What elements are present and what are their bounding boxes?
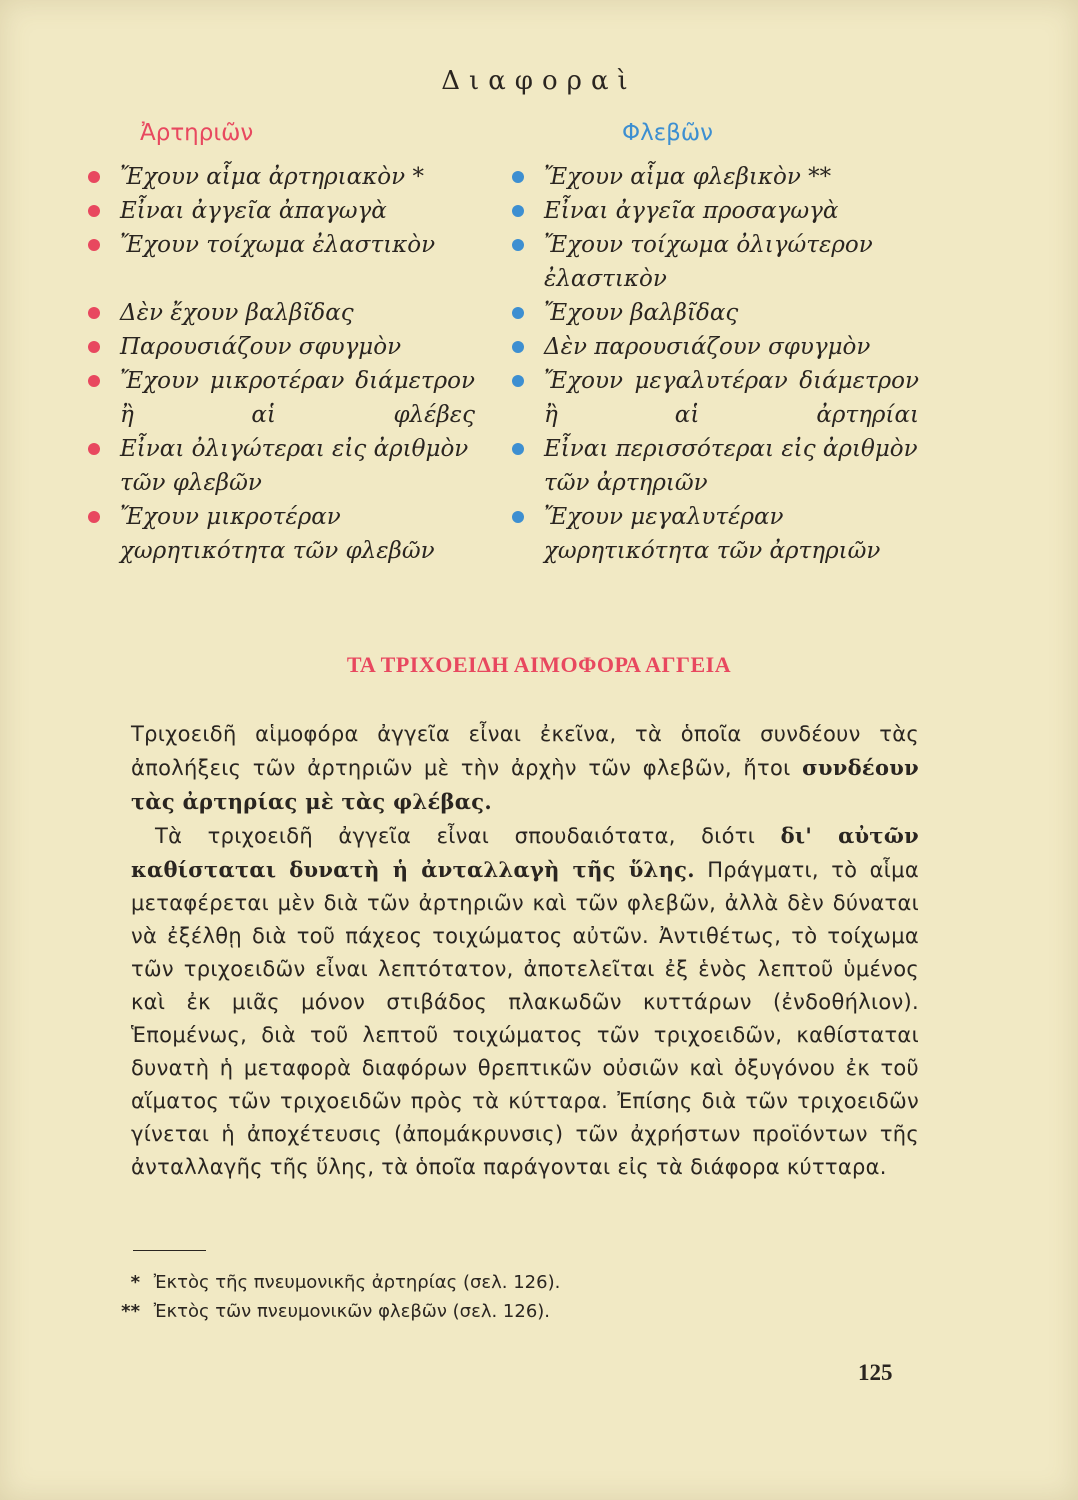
veins-item: Ἔχουν τοίχωμα ὀλιγώτερον ἐλαστικὸν (512, 228, 919, 296)
footnote-text: Ἐκτὸς τῶν πνευμονικῶν φλεβῶν (σελ. 126). (153, 1301, 551, 1322)
veins-item: Ἔχουν μεγαλυτέραν διάμετρον ἢ αἱ ἀρτηρίαι (512, 364, 919, 432)
veins-column (512, 120, 932, 568)
section-title: ΤΑ ΤΡΙΧΟΕΙΔΗ ΑΙΜΟΦΟΡΑ ΑΓΓΕΙΑ (346, 652, 732, 677)
bullet-icon (88, 341, 100, 353)
veins-item: Ἔχουν αἷμα φλεβικὸν ** (512, 160, 932, 194)
footnote-mark: * (130, 1272, 140, 1293)
footnote-mark: ** (121, 1301, 140, 1322)
arteries-item: Ἔχουν αἷμα ἀρτηριακὸν * (88, 160, 498, 194)
bullet-icon (512, 307, 524, 319)
bullet-icon (512, 171, 524, 183)
bullet-icon (512, 205, 524, 217)
bullet-icon (512, 511, 524, 523)
body-text (131, 718, 919, 1184)
veins-heading: Φλεβῶν (622, 120, 713, 146)
arteries-item: Ἔχουν μικροτέραν χωρητικότητα τῶν φλεβῶν (88, 500, 475, 568)
footnote (108, 1268, 808, 1297)
veins-item: Ἔχουν βαλβῖδας (512, 296, 932, 330)
bullet-icon (512, 239, 524, 251)
bullet-icon (512, 341, 524, 353)
paragraph: Τριχοειδῆ αἱμοφόρα ἀγγεῖα εἶναι ἐκεῖνα, τὰ ὁποῖα συνδέουν τὰς ἀπολήξεις τῶν ἀρτηριῶν μὲ τὴν ἀρχὴν τῶν φλεβῶν, ἤτοι συνδέουν τὰς ἀρτηρίας μὲ τὰς φλέβας. (131, 722, 920, 814)
bullet-icon (512, 375, 524, 387)
arteries-item: Παρουσιάζουν σφυγμὸν (88, 330, 498, 364)
bullet-icon (88, 511, 100, 523)
bold-phrase: συνδέουν τὰς ἀρτηρίας μὲ τὰς φλέβας. (131, 755, 920, 814)
footnote-divider (133, 1250, 206, 1251)
veins-item: Ἔχουν μεγαλυτέραν χωρητικότητα τῶν ἀρτηριῶν (512, 500, 919, 568)
page-title: Διαφοραὶ (441, 66, 637, 96)
paragraph: Τὰ τριχοειδῆ ἀγγεῖα εἶναι σπουδαιότατα, διότι δι' αὐτῶν καθίσταται δυνατὴ ἡ ἀνταλλαγὴ τῆς ὕλης. Πράγματι, τὸ αἷμα μεταφέρεται μὲν διὰ τῶν ἀρτηριῶν καὶ τῶν φλεβῶν, ἀλλὰ δὲν δύναται νὰ ἐξέλθῃ διὰ τοῦ πάχεος τοιχώματος αὐτῶν. Ἀντιθέτως, τὸ τοίχωμα τῶν τριχοειδῶν εἶναι λεπτότατον, ἀποτελεῖται ἐξ ἑνὸς λεπτοῦ ὑμένος καὶ ἐκ μιᾶς μόνον στιβάδος πλακωδῶν κυττάρων (ἐνδοθήλιον). Ἑπομένως, διὰ τοῦ λεπτοῦ τοιχώματος τῶν τριχοειδῶν, καθίσταται δυνατὴ ἡ μεταφορὰ διαφόρων θρεπτικῶν οὐσιῶν καὶ ὀξυγόνου ἐκ τοῦ αἵματος τῶν τριχοειδῶν πρὸς τὰ κύτταρα. Ἐπίσης διὰ τῶν τριχοειδῶν γίνεται ἡ ἀποχέτευσις (ἀπομάκρυνσις) τῶν ἀχρήστων προϊόντων τῆς ἀνταλλαγῆς τῆς ὕλης, τὰ ὁποῖα παράγονται εἰς τὰ διάφορα κύτταρα. (131, 823, 919, 1179)
footnote (108, 1297, 808, 1326)
bullet-icon (88, 443, 100, 455)
arteries-item: Ἔχουν μικροτέραν διάμετρον ἢ αἱ φλέβες (88, 364, 475, 432)
bullet-icon (88, 307, 100, 319)
footnotes (108, 1268, 808, 1326)
bullet-icon (88, 205, 100, 217)
arteries-item: Δὲν ἔχουν βαλβῖδας (88, 296, 498, 330)
arteries-item: Ἔχουν τοίχωμα ἐλαστικὸν (88, 228, 498, 262)
page-number: 125 (858, 1360, 893, 1385)
veins-item: Εἶναι περισσότεραι εἰς ἀριθμὸν τῶν ἀρτηριῶν (512, 432, 919, 500)
arteries-item: Εἶναι ὀλιγώτεραι εἰς ἀριθμὸν τῶν φλεβῶν (88, 432, 475, 500)
bullet-icon (512, 443, 524, 455)
veins-item: Εἶναι ἀγγεῖα προσαγωγὰ (512, 194, 932, 228)
footnote-text: Ἐκτὸς τῆς πνευμονικῆς ἀρτηρίας (σελ. 126). (153, 1272, 561, 1293)
arteries-column (88, 120, 498, 568)
arteries-item: Εἶναι ἀγγεῖα ἀπαγωγὰ (88, 194, 498, 228)
bullet-icon (88, 239, 100, 251)
bold-phrase: δι' αὐτῶν καθίσταται δυνατὴ ἡ ἀνταλλαγὴ τῆς ὕλης. (131, 823, 919, 882)
arteries-heading: Ἀρτηριῶν (140, 120, 254, 146)
bullet-icon (88, 171, 100, 183)
veins-item: Δὲν παρουσιάζουν σφυγμὸν (512, 330, 932, 364)
bullet-icon (88, 375, 100, 387)
